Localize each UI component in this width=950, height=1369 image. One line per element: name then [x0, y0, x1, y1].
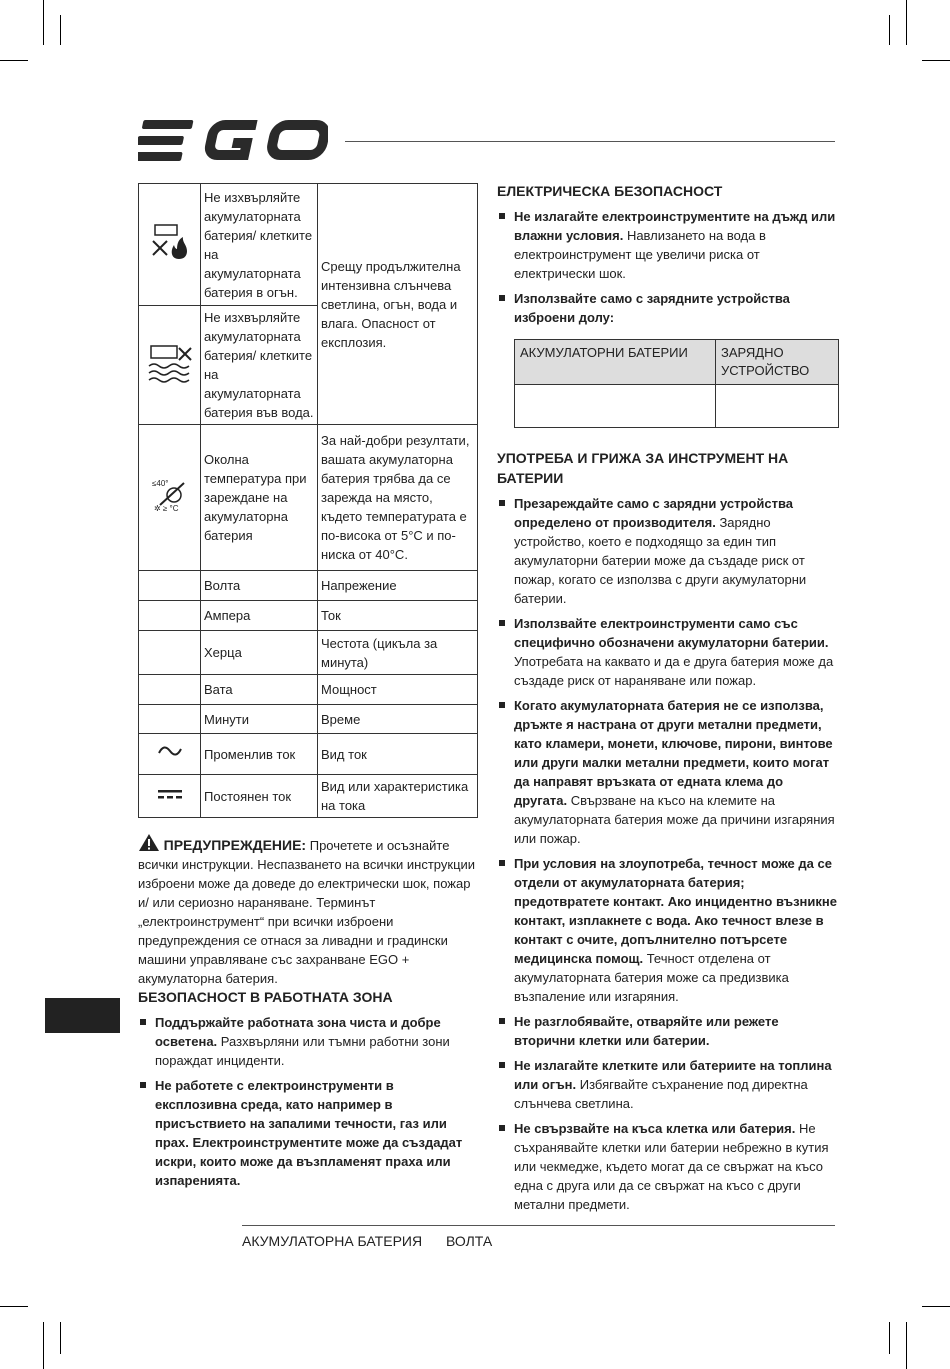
section-title: ЕЛЕКТРИЧЕСКА БЕЗОПАСНОСТ [497, 183, 723, 199]
svg-text:≤40°: ≤40° [151, 479, 168, 488]
symbol-meaning: Вид или характеристика на тока [318, 775, 478, 818]
list-item: Не работете с електроинструменти в експлозивна среда, като например в присъствието на запалими течности, газ или прах. Електроинструментите може да създадат искри, които може да възпламенят праха или изпаренията. [138, 1076, 478, 1190]
charger-table [514, 339, 839, 428]
alternating-current-icon [157, 745, 183, 759]
symbol-label: Не изхвърляйте акумулаторната батерия/ клетките на акумулаторната батерия в огън. [201, 184, 318, 306]
symbol-label: Волта [201, 571, 318, 601]
header-rule [345, 141, 835, 142]
list-item: Използвайте само с зарядните устройства изброени долу: [497, 289, 837, 327]
symbol-label: Херца [201, 631, 318, 675]
list-item: Поддържайте работната зона чиста и добре осветена. Разхвърляни или тъмни работни зони пораждат инциденти. [138, 1013, 478, 1070]
svg-text:✲ ≥ °C: ✲ ≥ °C [153, 504, 179, 513]
section-title: БЕЗОПАСНОСТ В РАБОТНАТА ЗОНА [138, 989, 393, 1005]
symbol-meaning: Вид ток [318, 734, 478, 775]
symbol-label: Вата [201, 675, 318, 705]
symbol-label: Променлив ток [201, 734, 318, 775]
symbol-meaning: Срещу продължителна интензивна слънчева светлина, огън, вода и влага. Опасност от експлозия. [318, 184, 478, 425]
crop-mark [889, 15, 890, 45]
charging-temperature-icon [150, 475, 190, 515]
crop-mark [922, 60, 950, 61]
symbols-table [138, 183, 478, 818]
warning-title: ПРЕДУПРЕЖДЕНИЕ: [163, 837, 307, 853]
symbol-label: Ампера [201, 601, 318, 631]
crop-mark [906, 1322, 907, 1369]
symbol-label: Околна температура при зареждане на акумулаторна батерия [201, 425, 318, 571]
table-header: АКУМУЛАТОРНИ БАТЕРИИ [515, 340, 716, 385]
table-header: ЗАРЯДНО УСТРОЙСТВО [716, 340, 839, 385]
list-item: Не свързвайте на къса клетка или батерия. Не съхранявайте клетки или батерии небрежно в кутия или чекмедже, където могат да се свържат на късо една с друга или да се свържат на късо с други метални предмети. [497, 1119, 837, 1214]
crop-mark [43, 1322, 44, 1369]
symbol-meaning: Мощност [318, 675, 478, 705]
crop-mark [0, 1306, 28, 1307]
crop-mark [60, 1322, 61, 1354]
symbol-meaning: За най-добри резултати, вашата акумулаторна батерия трябва да се зарежда на място, където температурата е по-висока от 5°C и по-ниска от 40°C. [318, 425, 478, 571]
symbol-meaning: Време [318, 705, 478, 734]
crop-mark [43, 0, 44, 45]
list-item: При условия на злоупотреба, течност може да се отдели от акумулаторната батерия; предотвратете контакт. Ако инцидентно възникне контакт, изплакнете с вода. Ако течност влезе в контакт с очите, допълнително потърсете медицинска помощ. Течност отделена от акумулаторната батерия може са предизвика възпаление или изгаряния. [497, 854, 837, 1006]
no-fire-battery-icon [149, 221, 191, 263]
list-item: Използвайте електроинструменти само със специфично обозначени акумулаторни батерии. Употребата на каквато и да е друга батерия може да създаде риск от нараняване или пожар. [497, 614, 837, 690]
list-item: Не излагайте клетките или батериите на топлина или огън. Избягвайте съхранение под директна слънчева светлина. [497, 1056, 837, 1113]
crop-mark [906, 0, 907, 45]
symbol-label: Минути [201, 705, 318, 734]
footer-left: АКУМУЛАТОРНА БАТЕРИЯ [242, 1233, 423, 1249]
direct-current-icon [157, 787, 183, 801]
crop-mark [889, 1322, 890, 1354]
symbol-label: Не изхвърляйте акумулаторната батерия/ клетките на акумулаторната батерия във вода. [201, 306, 318, 425]
work-area-section [138, 987, 478, 1196]
warning-lead: Прочетете и осъзнайте [309, 838, 450, 853]
footer-rule [242, 1225, 835, 1226]
list-item: Не разглобявайте, отваряйте или режете вторични клетки или батерии. [497, 1012, 837, 1050]
list-item: Не излагайте електроинструментите на дъжд или влажни условия. Навлизането на вода в електроинструмент ще увеличи риска от електрически шок. [497, 207, 837, 283]
symbol-meaning: Ток [318, 601, 478, 631]
no-water-battery-icon [147, 342, 193, 384]
crop-mark [60, 15, 61, 45]
symbol-meaning: Напрежение [318, 571, 478, 601]
warning-block [138, 833, 478, 988]
section-title: УПОТРЕБА И ГРИЖА ЗА ИНСТРУМЕНТ НА БАТЕРИИ [497, 450, 789, 486]
warning-triangle-icon [138, 833, 160, 852]
symbol-meaning: Честота (цикъла за минута) [318, 631, 478, 675]
symbol-label: Постоянен ток [201, 775, 318, 818]
warning-text: всички инструкции. Неспазването на всички инструкции изброени може да доведе до електрически шок, пожар и/ или сериозно нараняване. Терминът „електроинструмент“ при всички изброени предупреждения се отнася за ливадни и градински машини управляване със захранване EGO + акумулаторна батерия. [138, 857, 476, 986]
list-item: Когато акумулаторната батерия не се използва, дръжте я настрана от други метални предмети, като кламери, монети, ключове, пирони, винтове или други малки метални предмети, които могат да направят връзката от едната клема до другата. Свързване на късо на клемите на акумулаторната батерия може да причини изгаряния или пожар. [497, 696, 837, 848]
page-tab-marker [45, 998, 120, 1033]
list-item: Презареждайте само с зарядни устройства определено от производителя. Зарядно устройство, което е подходящо за един тип акумулаторни батерии може да създаде риск от пожар, когато се използва с други акумулаторни батерии. [497, 494, 837, 608]
footer-right: ВОЛТА [446, 1233, 493, 1249]
table-cell [515, 385, 716, 428]
crop-mark [922, 1306, 950, 1307]
ego-logo [138, 118, 328, 164]
right-column [497, 181, 837, 1220]
crop-mark [0, 60, 28, 61]
table-cell [716, 385, 839, 428]
